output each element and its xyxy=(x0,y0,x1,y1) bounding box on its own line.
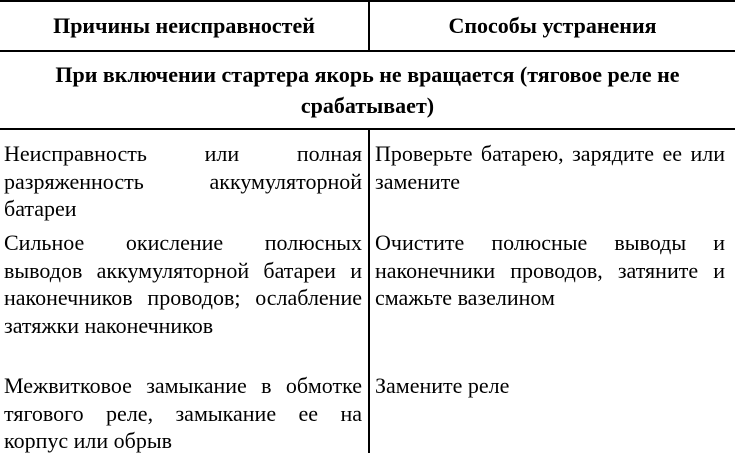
table-body xyxy=(0,130,735,453)
cause-cell: Межвитковое замыкание в обмотке тягового реле, замыкание ее на корпус или обрыв xyxy=(4,373,362,453)
remedy-cell: Очистите полюсные выводы и наконечники проводов, затяните и смажьте вазелином xyxy=(375,230,725,310)
section-header-row xyxy=(0,52,735,130)
remedy-cell: Замените реле xyxy=(375,373,510,398)
cause-cell: Сильное окисление полюсных выводов аккумуляторной батареи и наконечников проводов; ослабление затяжки наконечников xyxy=(4,230,362,338)
cause-cell: Неисправность или полная разряженность аккумуляторной батареи xyxy=(4,141,362,221)
table-header-row xyxy=(0,0,735,52)
column-header-remedies: Способы устранения xyxy=(448,13,657,38)
remedy-cell: Проверьте батарею, зарядите ее или замените xyxy=(375,141,725,194)
section-title: При включении стартера якорь не вращается (тяговое реле не срабатывает) xyxy=(55,62,680,118)
column-header-causes: Причины неисправностей xyxy=(53,13,315,38)
column-divider xyxy=(368,130,370,453)
